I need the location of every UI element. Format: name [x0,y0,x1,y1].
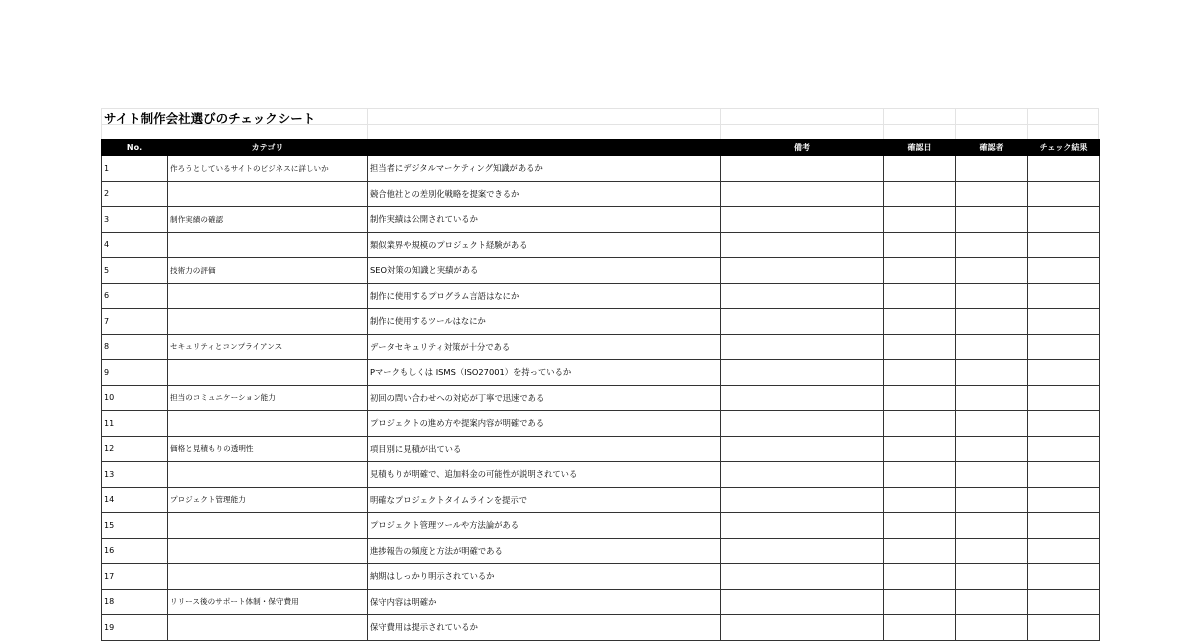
header-result: チェック結果 [1028,140,1100,156]
row-date-cell[interactable] [884,462,956,488]
row-no: 10 [102,385,168,411]
table-row [102,538,1100,564]
row-no: 15 [102,513,168,539]
row-date-cell[interactable] [884,360,956,386]
table-row [102,513,1100,539]
row-category [168,283,368,309]
row-category [168,232,368,258]
row-category [168,181,368,207]
table-row [102,181,1100,207]
row-checker-cell[interactable] [956,564,1028,590]
table-row [102,283,1100,309]
row-remarks-cell[interactable] [721,589,884,615]
row-date-cell[interactable] [884,385,956,411]
row-no: 11 [102,411,168,437]
header-item [368,140,721,156]
row-item: SEO対策の知識と実績がある [368,258,721,284]
row-no: 8 [102,334,168,360]
row-no: 16 [102,538,168,564]
row-date-cell[interactable] [884,181,956,207]
row-checker-cell[interactable] [956,615,1028,641]
row-remarks-cell[interactable] [721,360,884,386]
table-row [102,360,1100,386]
table-row [102,487,1100,513]
row-date-cell[interactable] [884,309,956,335]
row-remarks-cell[interactable] [721,232,884,258]
row-no: 18 [102,589,168,615]
row-no: 14 [102,487,168,513]
checklist-table [101,139,1100,641]
row-result-cell[interactable] [1028,487,1100,513]
row-result-cell[interactable] [1028,436,1100,462]
table-row [102,411,1100,437]
row-result-cell[interactable] [1028,283,1100,309]
row-remarks-cell[interactable] [721,309,884,335]
row-date-cell[interactable] [884,487,956,513]
row-category: プロジェクト管理能力 [168,487,368,513]
row-checker-cell[interactable] [956,411,1028,437]
row-item: プロジェクトの進め方や提案内容が明確である [368,411,721,437]
row-category: 価格と見積もりの透明性 [168,436,368,462]
row-no: 7 [102,309,168,335]
table-row [102,385,1100,411]
row-date-cell[interactable] [884,615,956,641]
row-checker-cell[interactable] [956,334,1028,360]
table-row [102,615,1100,641]
row-item: 項目別に見積が出ている [368,436,721,462]
sheet-title: サイト制作会社選びのチェックシート [104,111,316,126]
row-category: 制作実績の確認 [168,207,368,233]
row-checker-cell[interactable] [956,360,1028,386]
row-remarks-cell[interactable] [721,283,884,309]
row-date-cell[interactable] [884,232,956,258]
row-date-cell[interactable] [884,538,956,564]
header-checker: 確認者 [956,140,1028,156]
table-row [102,589,1100,615]
row-category [168,615,368,641]
row-checker-cell[interactable] [956,156,1028,182]
row-remarks-cell[interactable] [721,156,884,182]
row-no: 9 [102,360,168,386]
row-date-cell[interactable] [884,258,956,284]
row-item: 保守費用は提示されているか [368,615,721,641]
sheet-gridline [367,108,368,139]
row-date-cell[interactable] [884,207,956,233]
row-no: 17 [102,564,168,590]
sheet-gridline [720,108,721,139]
row-remarks-cell[interactable] [721,385,884,411]
row-checker-cell[interactable] [956,462,1028,488]
row-item: 明確なプロジェクトタイムラインを提示で [368,487,721,513]
row-category: セキュリティとコンプライアンス [168,334,368,360]
row-remarks-cell[interactable] [721,487,884,513]
row-category [168,462,368,488]
row-result-cell[interactable] [1028,334,1100,360]
row-result-cell[interactable] [1028,589,1100,615]
row-checker-cell[interactable] [956,385,1028,411]
row-item: 納期はしっかり明示されているか [368,564,721,590]
table-row [102,207,1100,233]
table-row [102,258,1100,284]
row-checker-cell[interactable] [956,309,1028,335]
row-no: 6 [102,283,168,309]
row-category [168,538,368,564]
row-result-cell[interactable] [1028,360,1100,386]
row-item: 保守内容は明確か [368,589,721,615]
row-date-cell[interactable] [884,156,956,182]
row-checker-cell[interactable] [956,207,1028,233]
row-result-cell[interactable] [1028,181,1100,207]
row-result-cell[interactable] [1028,385,1100,411]
row-date-cell[interactable] [884,564,956,590]
row-item: 類似業界や規模のプロジェクト経験がある [368,232,721,258]
row-remarks-cell[interactable] [721,538,884,564]
row-date-cell[interactable] [884,334,956,360]
row-remarks-cell[interactable] [721,334,884,360]
table-row [102,436,1100,462]
row-item: 競合他社との差別化戦略を提案できるか [368,181,721,207]
row-category: 担当のコミュニケーション能力 [168,385,368,411]
row-no: 1 [102,156,168,182]
row-date-cell[interactable] [884,436,956,462]
row-checker-cell[interactable] [956,538,1028,564]
row-result-cell[interactable] [1028,564,1100,590]
row-remarks-cell[interactable] [721,411,884,437]
row-no: 19 [102,615,168,641]
row-item: 見積もりが明確で、追加料金の可能性が説明されている [368,462,721,488]
row-category [168,564,368,590]
row-checker-cell[interactable] [956,232,1028,258]
row-item: 制作に使用するツールはなにか [368,309,721,335]
row-result-cell[interactable] [1028,615,1100,641]
row-no: 2 [102,181,168,207]
sheet-gridline [955,108,956,139]
row-result-cell[interactable] [1028,232,1100,258]
row-date-cell[interactable] [884,589,956,615]
row-checker-cell[interactable] [956,589,1028,615]
row-category: 技術力の評価 [168,258,368,284]
row-remarks-cell[interactable] [721,564,884,590]
row-category [168,360,368,386]
sheet-gridline [1027,108,1028,139]
row-date-cell[interactable] [884,411,956,437]
row-remarks-cell[interactable] [721,513,884,539]
row-remarks-cell[interactable] [721,615,884,641]
row-remarks-cell[interactable] [721,181,884,207]
row-category: 作ろうとしているサイトのビジネスに詳しいか [168,156,368,182]
table-row [102,462,1100,488]
row-result-cell[interactable] [1028,156,1100,182]
row-remarks-cell[interactable] [721,462,884,488]
header-date: 確認日 [884,140,956,156]
row-no: 3 [102,207,168,233]
row-result-cell[interactable] [1028,258,1100,284]
row-item: データセキュリティ対策が十分である [368,334,721,360]
row-remarks-cell[interactable] [721,207,884,233]
row-result-cell[interactable] [1028,411,1100,437]
row-no: 4 [102,232,168,258]
row-category [168,309,368,335]
row-item: Pマークもしくは ISMS（ISO27001）を持っているか [368,360,721,386]
row-item: 進捗報告の頻度と方法が明確である [368,538,721,564]
header-category: カテゴリ [168,140,368,156]
row-category [168,411,368,437]
row-date-cell[interactable] [884,513,956,539]
sheet-gridline [883,108,884,139]
row-no: 13 [102,462,168,488]
row-category [168,513,368,539]
row-checker-cell[interactable] [956,513,1028,539]
row-remarks-cell[interactable] [721,436,884,462]
row-result-cell[interactable] [1028,462,1100,488]
row-item: 制作実績は公開されているか [368,207,721,233]
sheet-gridline [101,108,102,139]
header-remarks: 備考 [721,140,884,156]
row-no: 5 [102,258,168,284]
row-result-cell[interactable] [1028,207,1100,233]
table-row [102,156,1100,182]
row-category: リリース後のサポート体制・保守費用 [168,589,368,615]
row-checker-cell[interactable] [956,258,1028,284]
row-checker-cell[interactable] [956,283,1028,309]
table-row [102,309,1100,335]
row-result-cell[interactable] [1028,538,1100,564]
sheet-gridline [1098,108,1099,139]
row-checker-cell[interactable] [956,181,1028,207]
row-item: 制作に使用するプログラム言語はなにか [368,283,721,309]
row-item: 初回の問い合わせへの対応が丁寧で迅速である [368,385,721,411]
table-row [102,334,1100,360]
row-remarks-cell[interactable] [721,258,884,284]
header-no: No. [102,140,168,156]
row-result-cell[interactable] [1028,309,1100,335]
row-checker-cell[interactable] [956,487,1028,513]
row-checker-cell[interactable] [956,436,1028,462]
row-item: 担当者にデジタルマーケティング知識があるか [368,156,721,182]
table-header-row [102,140,1100,156]
row-date-cell[interactable] [884,283,956,309]
row-no: 12 [102,436,168,462]
table-row [102,564,1100,590]
row-item: プロジェクト管理ツールや方法論がある [368,513,721,539]
table-row [102,232,1100,258]
row-result-cell[interactable] [1028,513,1100,539]
